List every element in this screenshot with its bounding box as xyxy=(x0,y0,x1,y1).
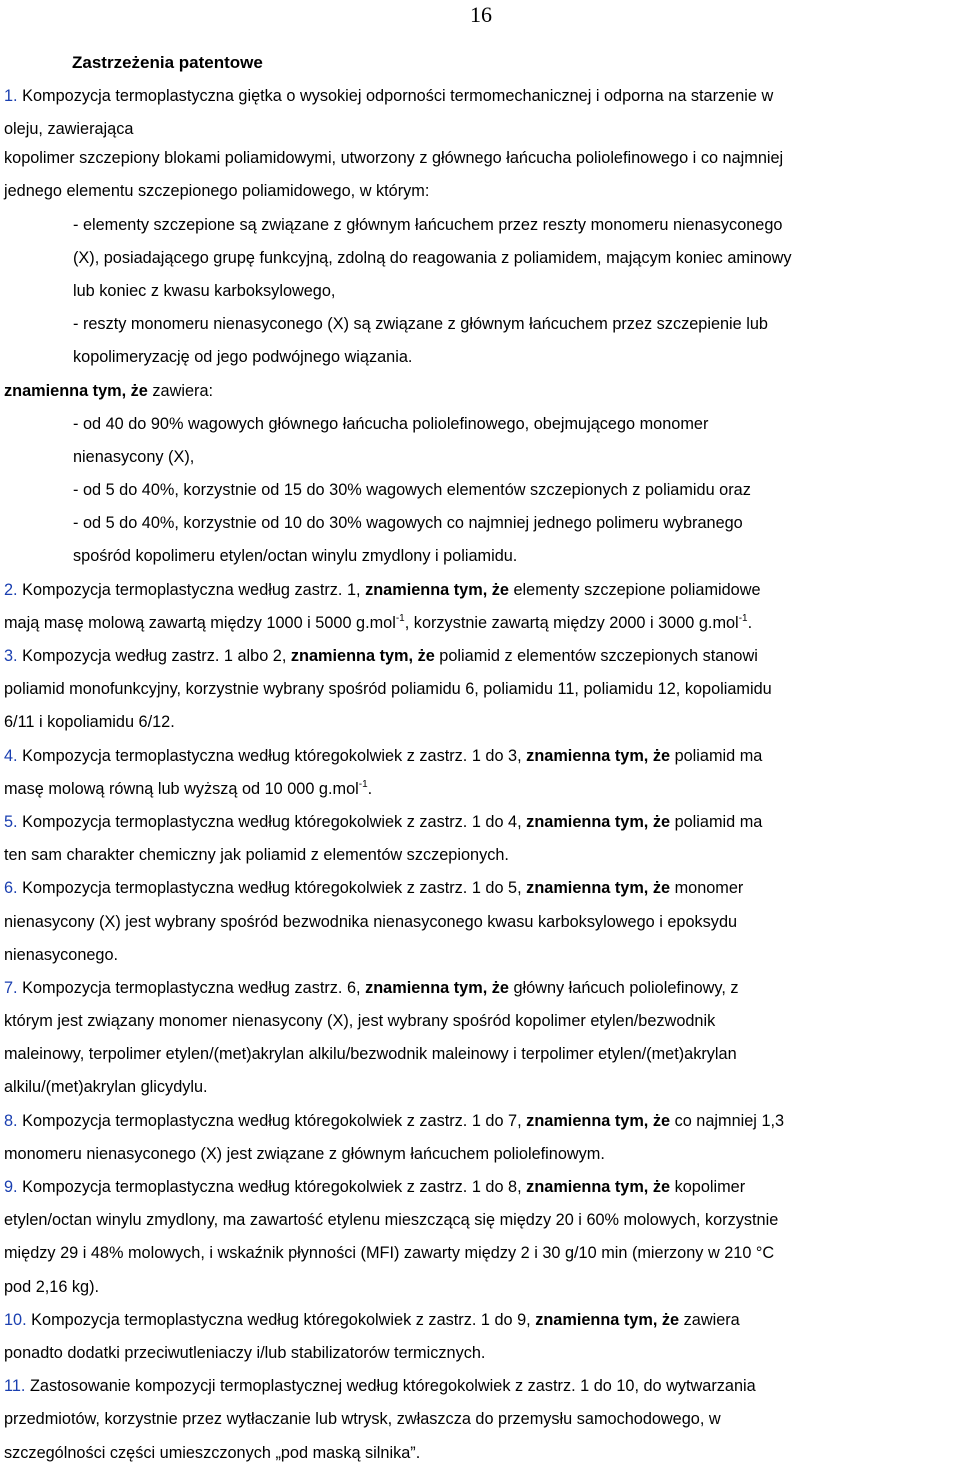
claim-3-line-2: poliamid monofunkcyjny, korzystnie wybrany spośród poliamidu 6, poliamidu 11, poliamidu 12, kopoliamidu xyxy=(4,680,772,699)
claim-text: monomer xyxy=(670,879,744,898)
claim-4-line-1 xyxy=(4,745,958,778)
claim-1-line-12: nienasycony (X), xyxy=(73,447,195,466)
claim-text: , korzystnie zawartą między 2000 i 3000 g.mol xyxy=(404,613,739,632)
superscript: -1 xyxy=(395,612,405,624)
claim-text: Kompozycja termoplastyczna według któregokolwiek z zastrz. 1 do 3, xyxy=(17,746,527,765)
characterizing-phrase: znamienna tym, że xyxy=(526,879,671,898)
claim-10-line-2: ponadto dodatki przeciwutleniaczy i/lub stabilizatorów termicznych. xyxy=(4,1343,486,1362)
claim-text: co najmniej 1,3 xyxy=(670,1111,785,1130)
characterizing-phrase: znamienna tym, że xyxy=(526,1178,671,1196)
page-title: Zastrzeżenia patentowe xyxy=(72,53,263,72)
characterizing-phrase: znamienna tym, że xyxy=(290,647,435,665)
claim-2-line-1 xyxy=(4,579,958,612)
claim-1-line-1 xyxy=(4,85,958,118)
claim-number: 2. xyxy=(4,580,18,599)
claim-number: 8. xyxy=(4,1111,18,1130)
claim-1-line-13: - od 5 do 40%, korzystnie od 15 do 30% wagowych elementów szczepionych z poliamidu oraz xyxy=(73,481,751,500)
claim-number: 6. xyxy=(4,879,18,898)
claim-3-line-3: 6/11 i kopoliamidu 6/12. xyxy=(4,713,175,732)
claim-text: Kompozycja termoplastyczna według zastrz. 6, xyxy=(17,978,366,997)
claim-text: Kompozycja według zastrz. 1 albo 2, xyxy=(17,647,291,665)
claim-1-line-8: - reszty monomeru nienasyconego (X) są związane z głównym łańcuchem przez szczepienie lub xyxy=(73,315,768,334)
claim-text: poliamid ma xyxy=(670,812,763,831)
claim-10-line-1 xyxy=(4,1309,958,1342)
claim-1-line-9: kopolimeryzację od jego podwójnego wiązania. xyxy=(73,348,413,367)
claim-number: 7. xyxy=(4,978,18,997)
claim-6-line-2: nienasycony (X) jest wybrany spośród bezwodnika nienasyconego kwasu karboksylowego i epoksydu xyxy=(4,912,738,931)
claim-text: Kompozycja termoplastyczna według któregokolwiek z zastrz. 1 do 9, xyxy=(26,1310,536,1329)
claim-7-line-2: którym jest związany monomer nienasycony (X), jest wybrany spośród kopolimer etylen/bezwodnik xyxy=(4,1012,716,1031)
claims-body xyxy=(4,85,958,1475)
claim-8-line-1 xyxy=(4,1110,958,1143)
claim-text: poliamid ma xyxy=(670,746,763,765)
claim-6-line-1 xyxy=(4,877,958,910)
claim-3-line-1 xyxy=(4,645,958,678)
claim-1-line-4: jednego elementu szczepionego poliamidowego, w którym: xyxy=(4,182,430,201)
superscript: -1 xyxy=(358,778,368,790)
claim-number: 10. xyxy=(4,1310,27,1329)
claim-text: Kompozycja termoplastyczna według któregokolwiek z zastrz. 1 do 4, xyxy=(17,812,527,831)
claim-text: Kompozycja termoplastyczna giętka o wysokiej odporności termomechanicznej i odporna na starzenie w xyxy=(22,87,774,105)
superscript: -1 xyxy=(738,612,748,624)
claim-7-line-1 xyxy=(4,977,958,1010)
characterizing-phrase: znamienna tym, że xyxy=(365,978,509,997)
claim-5-line-1 xyxy=(4,811,958,844)
characterizing-phrase: znamienna tym, że xyxy=(365,580,509,599)
claim-number: 4. xyxy=(4,746,18,765)
claim-number: 5. xyxy=(4,812,18,831)
claim-9-line-4: pod 2,16 kg). xyxy=(4,1277,100,1296)
claim-1-line-11: - od 40 do 90% wagowych głównego łańcucha poliolefinowego, obejmującego monomer xyxy=(73,414,709,433)
claim-9-line-1 xyxy=(4,1176,958,1209)
claim-text: Kompozycja termoplastyczna według któregokolwiek z zastrz. 1 do 8, xyxy=(17,1178,527,1196)
characterizing-phrase: znamienna tym, że xyxy=(4,381,148,400)
claim-text: główny łańcuch poliolefinowy, z xyxy=(508,978,739,997)
claim-text: kopolimer xyxy=(670,1178,746,1196)
claim-1-line-6: (X), posiadającego grupę funkcyjną, zdolną do reagowania z poliamidem, mającym koniec aminowy xyxy=(73,248,792,267)
characterizing-phrase: znamienna tym, że xyxy=(526,746,671,765)
claim-9-line-2: etylen/octan winylu zmydlony, ma zawartość etylenu mieszczącą się między 20 i 60% molowych, korzystnie xyxy=(4,1211,779,1230)
claim-text: mają masę molową zawartą między 1000 i 5000 g.mol xyxy=(4,613,396,632)
claim-number: 9. xyxy=(4,1178,18,1196)
claim-2-line-2 xyxy=(4,612,958,645)
claim-text: Kompozycja termoplastyczna według któregokolwiek z zastrz. 1 do 7, xyxy=(17,1111,527,1130)
claim-5-line-2: ten sam charakter chemiczny jak poliamid z elementów szczepionych. xyxy=(4,846,509,865)
claim-text: Zastosowanie kompozycji termoplastycznej według któregokolwiek z zastrz. 1 do 10, do wytwarzania xyxy=(25,1377,756,1396)
claim-1-line-7: lub koniec z kwasu karboksylowego, xyxy=(73,281,336,300)
claim-text: . xyxy=(747,613,753,632)
claim-text: zawiera xyxy=(679,1310,740,1329)
claim-text: Kompozycja termoplastyczna według któregokolwiek z zastrz. 1 do 5, xyxy=(17,879,527,898)
claim-1-line-3: kopolimer szczepiony blokami poliamidowymi, utworzony z głównego łańcucha poliolefinowego i co najmniej xyxy=(4,149,784,168)
claim-1-line-14: - od 5 do 40%, korzystnie od 10 do 30% wagowych co najmniej jednego polimeru wybranego xyxy=(73,514,743,533)
claim-text: Kompozycja termoplastyczna według zastrz. 1, xyxy=(17,580,366,599)
claim-8-line-2: monomeru nienasyconego (X) jest związane z głównym łańcuchem poliolefinowym. xyxy=(4,1144,605,1163)
claim-text: elementy szczepione poliamidowe xyxy=(508,580,761,599)
claim-number: 11. xyxy=(4,1377,26,1396)
claim-1-line-5: - elementy szczepione są związane z głównym łańcuchem przez reszty monomeru nienasyconego xyxy=(73,215,783,234)
claim-9-line-3: między 29 i 48% molowych, i wskaźnik płynności (MFI) zawarty między 2 i 30 g/10 min (mierzony w 210 °C xyxy=(4,1244,775,1263)
claim-11-line-2: przedmiotów, korzystnie przez wytłaczanie lub wtrysk, zwłaszcza do przemysłu samochodowego, w xyxy=(4,1410,721,1429)
claim-text: poliamid z elementów szczepionych stanowi xyxy=(434,647,758,665)
characterizing-phrase: znamienna tym, że xyxy=(526,1111,671,1130)
claim-text: zawiera: xyxy=(147,381,214,400)
characterizing-phrase: znamienna tym, że xyxy=(526,812,671,831)
page-number: 16 xyxy=(470,2,492,27)
claim-1-line-2: oleju, zawierająca xyxy=(4,120,134,139)
claim-text: . xyxy=(367,779,373,798)
claim-6-line-3: nienasyconego. xyxy=(4,945,119,964)
claim-1-line-15: spośród kopolimeru etylen/octan winylu zmydlony i poliamidu. xyxy=(73,547,518,566)
claim-7-line-4: alkilu/(met)akrylan glicydylu. xyxy=(4,1078,208,1097)
claim-1-line-10 xyxy=(4,380,958,413)
claim-11-line-1 xyxy=(4,1375,958,1408)
claim-11-line-3: szczególności części umieszczonych „pod maską silnika”. xyxy=(4,1443,421,1462)
claim-number: 3. xyxy=(4,647,18,665)
claim-number: 1. xyxy=(4,87,18,105)
characterizing-phrase: znamienna tym, że xyxy=(535,1310,680,1329)
claim-text: masę molową równą lub wyższą od 10 000 g.mol xyxy=(4,779,359,798)
claim-4-line-2 xyxy=(4,778,958,811)
claim-7-line-3: maleinowy, terpolimer etylen/(met)akrylan alkilu/bezwodnik maleinowy i terpolimer etylen/(met)akrylan xyxy=(4,1045,737,1064)
